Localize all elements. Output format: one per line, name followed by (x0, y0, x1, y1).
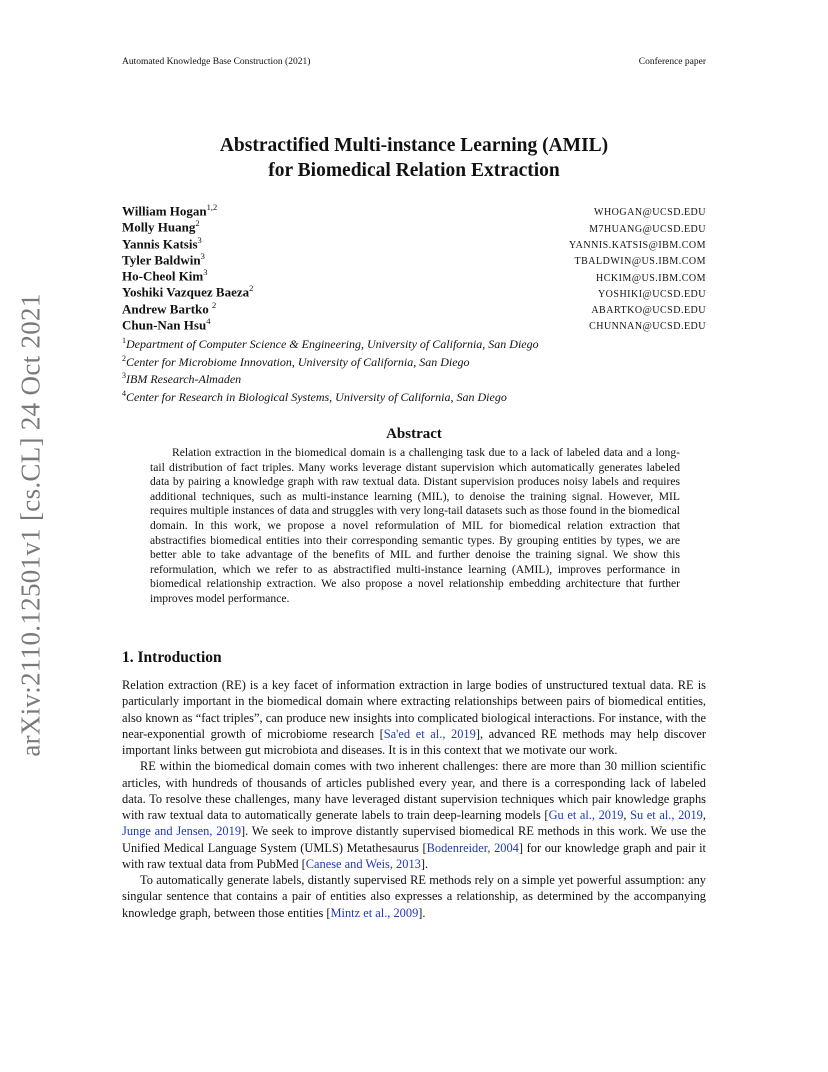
citation-link[interactable]: Mintz et al., 2009 (330, 905, 419, 920)
arxiv-identifier: arXiv:2110.12501v1 [cs.CL] 24 Oct 2021 (15, 293, 46, 757)
author-list (122, 202, 706, 332)
author-email[interactable]: YOSHIKI@UCSD.EDU (597, 288, 706, 300)
abstract-heading: Abstract (386, 426, 442, 442)
author-email[interactable]: TBALDWIN@US.IBM.COM (574, 256, 706, 268)
abstract-text: Relation extraction in the biomedical domain is a challenging task due to a lack of labeled data and a long-tail distribution of fact triples. Many works leverage distant supervision which automatically generates labeled data by pairing a knowledge graph with raw textual data. Distant supervision produces noisy labels and requires additional techniques, such as multi-instance learning (MIL), to denoise the training signal. However, MIL requires multiple instances of data and struggles with very long-tail datasets such as those found in the biomedical domain. In this work, we propose a novel reformulation of MIL for biomedical relation extraction that abstractifies biomedical entities into their corresponding semantic types. By grouping entities by types, we are better able to take advantage of the benefits of MIL and further denoise the training signal. We show this reformulation, which we refer to as abstractified multi-instance learning (AMIL), improves performance in biomedical relationship extraction. We also propose a novel relationship embedding architecture that further improves model performance. (150, 446, 680, 605)
arxiv-sidebar (8, 290, 54, 760)
author-email[interactable]: CHUNNAN@UCSD.EDU (589, 321, 706, 333)
author-row (122, 202, 706, 218)
introduction-body (122, 677, 706, 921)
author-row (122, 218, 706, 234)
author-row (122, 316, 706, 332)
author-email[interactable]: YANNIS.KATSIS@IBM.COM (569, 239, 706, 251)
citation-link[interactable]: Sa'ed et al., 2019 (383, 726, 476, 741)
citation-link[interactable]: Bodenreider, 2004 (426, 840, 519, 855)
author-row (122, 300, 706, 316)
author-name: Chun-Nan Hsu$^4$ (122, 316, 211, 333)
paper-title-line-1: Abstractified Multi-instance Learning (AMIL) (219, 135, 609, 156)
paragraph: To automatically generate labels, distantly supervised RE methods rely on a simple yet powerful assumption: any singular sentence that contains a pair of entities also expresses a relationship, as determined by the accompanying knowledge graph, between those entities [Mintz et al., 2009]. (122, 873, 706, 920)
paragraph: Relation extraction (RE) is a key facet of information extraction in large bodies of unstructured textual data. RE is particularly important in the biomedical domain where extracting relationships between pairs of biomedical entities, also known as “fact triples”, can produce new insights into complicated biological interactions. For instance, with the near-exponential growth of microbiome research [Sa'ed et al., 2019], advanced RE methods may help discover important links between gut microbiota and diseases. It is in this context that we motivate our work. (122, 678, 706, 757)
author-email[interactable]: ABARTKO@UCSD.EDU (591, 305, 706, 317)
author-name: Ho-Cheol Kim$^3$ (122, 267, 208, 284)
author-name: Molly Huang$^2$ (122, 218, 200, 235)
author-name: Yoshiki Vazquez Baeza$^2$ (122, 283, 254, 300)
affiliation: $^4$Center for Research in Biological Systems, University of California, San Diego (122, 388, 507, 404)
author-row (122, 283, 706, 299)
citation-link[interactable]: Su et al., 2019 (630, 808, 703, 822)
author-email[interactable]: WHOGAN@UCSD.EDU (594, 207, 706, 219)
author-row (122, 267, 706, 283)
citation-link[interactable]: Canese and Weis, 2013 (305, 856, 421, 871)
section-heading-introduction: 1. Introduction (122, 649, 222, 666)
author-email[interactable]: M7HUANG@UCSD.EDU (589, 223, 706, 235)
affiliation: $^3$IBM Research-Almaden (122, 371, 242, 386)
author-row (122, 251, 706, 267)
author-name: Andrew Bartko $^2$ (122, 299, 217, 317)
paper-title-line-2: for Biomedical Relation Extraction (268, 160, 560, 181)
paragraph: RE within the biomedical domain comes with two inherent challenges: there are more than 30 million scientific articles, with hundreds of thousands of articles published every year, and there is a corresponding lack of labeled data. To resolve these challenges, many have leveraged distant supervision techniques which pair knowledge graphs with raw textual data to automatically generate labels to train deep-learning models [Gu et al., 2019, Su et al., 2019, Junge and Jensen, 2019]. We seek to improve distantly supervised biomedical RE methods in this work. We use the Unified Medical Language System (UMLS) Metathesaurus [Bodenreider, 2004] for our knowledge graph and pair it with raw textual data from PubMed [Canese and Weis, 2013]. (122, 759, 706, 871)
affiliation-list (122, 332, 706, 402)
paper-type-header: Conference paper (638, 57, 706, 67)
author-name: Tyler Baldwin$^3$ (122, 250, 205, 268)
affiliation: $^2$Center for Microbiome Innovation, University of California, San Diego (122, 353, 470, 369)
author-row (122, 235, 706, 251)
author-email[interactable]: HCKIM@US.IBM.COM (595, 272, 706, 284)
venue-header: Automated Knowledge Base Construction (2021) (122, 57, 311, 67)
citation-link[interactable]: Gu et al., 2019 (548, 808, 624, 822)
author-name: William Hogan$^{1,2}$ (122, 202, 218, 219)
author-name: Yannis Katsis$^3$ (122, 234, 202, 251)
affiliation: $^1$Department of Computer Science & Engineering, University of California, San Diego (122, 336, 539, 351)
citation-link[interactable]: Junge and Jensen, 2019 (122, 824, 242, 839)
